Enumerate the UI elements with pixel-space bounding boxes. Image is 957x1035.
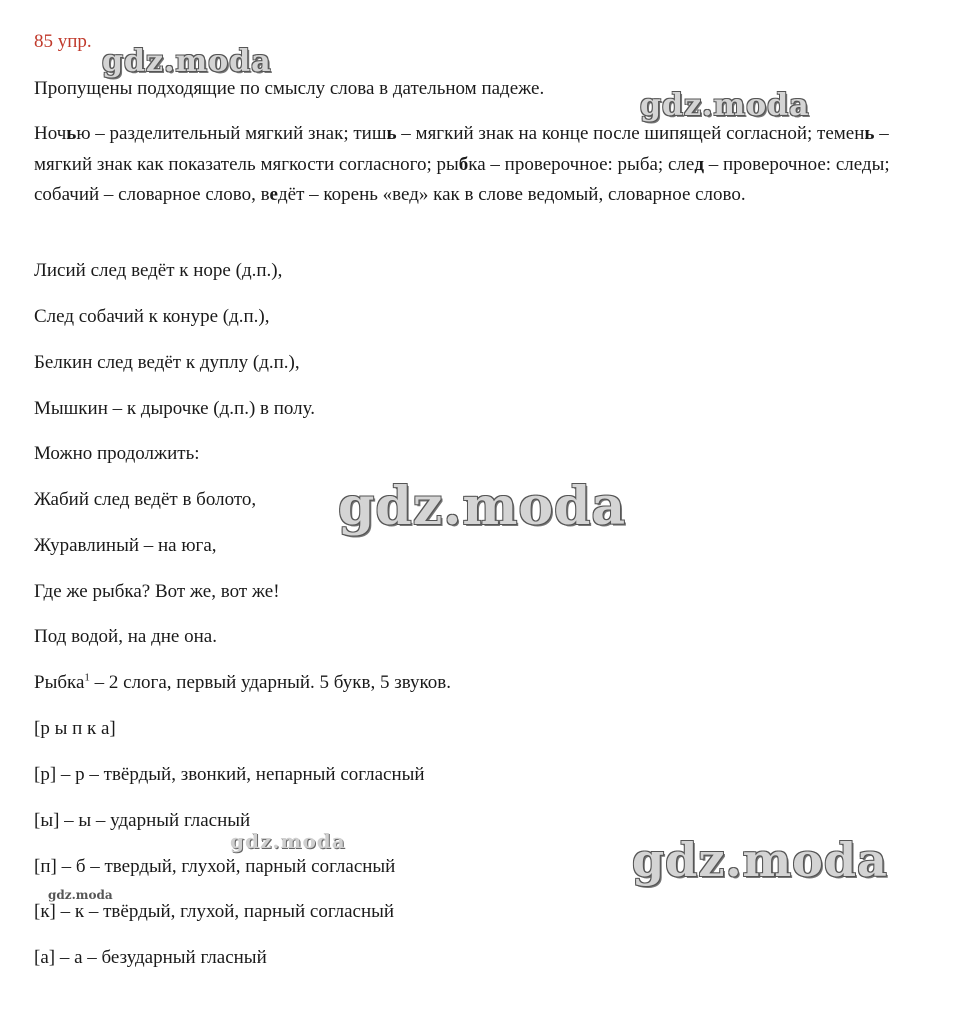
word-analysis (34, 670, 451, 696)
text-fragment: – мягкий знак на конце после шипящей согласной; темен (396, 123, 865, 144)
text-fragment: – проверочное: следы; собачий – словарное слово, в (34, 153, 890, 205)
exercise-title: 85 упр. (34, 31, 92, 52)
transcription: [р ы п к а] (34, 718, 116, 739)
text-fragment: дёт – корень «вед» как в слове ведомый, словарное слово. (277, 184, 746, 205)
poem-line: Белкин след ведёт к дуплу (д.п.), (34, 352, 300, 373)
highlighted-letter: б (458, 153, 469, 175)
continue-label: Можно продолжить: (34, 443, 200, 464)
watermark-logo: gdz.moda (632, 833, 888, 887)
sound-line: [р] – р – твёрдый, звонкий, непарный согласный (34, 764, 425, 785)
watermark-logo: gdz.moda (338, 476, 627, 537)
poem-line: Жабий след ведёт в болото, (34, 489, 257, 510)
analysis-text: – 2 слога, первый ударный. 5 букв, 5 звуков. (89, 672, 452, 693)
text-fragment: – мягкий знак как показатель мягкости согласного; ры (34, 123, 889, 175)
watermark-logo: gdz.moda (48, 888, 113, 902)
text-fragment: ю – разделительный мягкий знак; тиш (76, 123, 387, 144)
analysis-word: Рыбка (34, 672, 85, 693)
highlighted-letter: ь (66, 123, 77, 144)
text-fragment: ка – проверочное: рыба; сле (468, 153, 695, 175)
poem-line: Мышкин – к дырочке (д.п.) в полу. (34, 398, 315, 419)
highlighted-letter: ь (864, 123, 875, 144)
sound-line: [ы] – ы – ударный гласный (34, 810, 251, 831)
highlighted-letter: ь (386, 123, 397, 144)
intro-text: Пропущены подходящие по смыслу слова в дательном падеже. (34, 78, 545, 99)
sound-line: [к] – к – твёрдый, глухой, парный согласный (34, 901, 395, 922)
poem-line: Где же рыбка? Вот же, вот же! (34, 581, 280, 602)
watermark-logo: gdz.moda (640, 88, 810, 123)
watermark-logo: gdz.moda (102, 44, 272, 79)
sound-line: [а] – а – безударный гласный (34, 947, 267, 968)
explanation-paragraph (34, 119, 919, 211)
highlighted-letter: е (269, 184, 278, 205)
watermark-logo: gdz.moda (230, 829, 346, 853)
text-fragment: Ноч (34, 123, 67, 144)
poem-line: Журавлиный – на юга, (34, 535, 217, 556)
poem-line: Лисий след ведёт к норе (д.п.), (34, 260, 283, 281)
highlighted-letter: д (694, 153, 704, 175)
sound-line: [п] – б – твердый, глухой, парный согласный (34, 856, 396, 877)
footnote-mark: 1 (84, 671, 90, 684)
poem-line: Под водой, на дне она. (34, 626, 217, 647)
poem-line: След собачий к конуре (д.п.), (34, 306, 270, 327)
